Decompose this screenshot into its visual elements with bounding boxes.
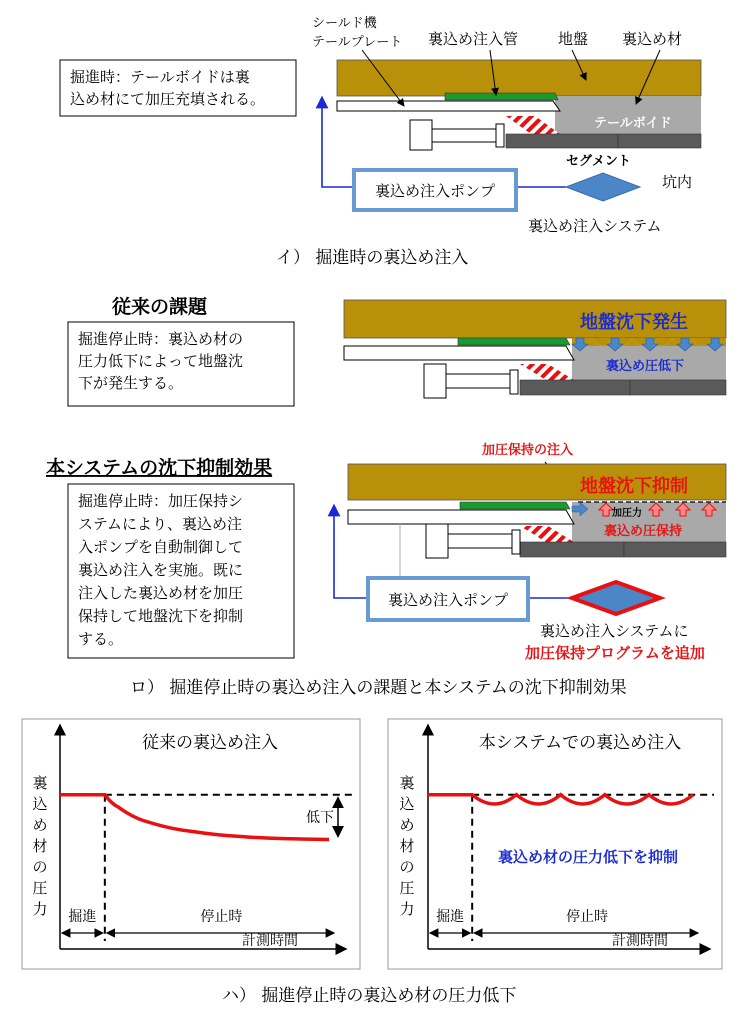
- note-i-line2: 込め材にて加圧充填される。: [70, 90, 266, 108]
- ground-layer: [337, 60, 701, 96]
- label-shield-2: テールプレート: [312, 35, 403, 50]
- tail-plate-2: [344, 346, 574, 360]
- panel-ha: [22, 719, 722, 1006]
- chart1-ylabel-char: 込: [32, 795, 48, 813]
- label-grout-material: 裏込め材: [622, 30, 683, 48]
- chart2-ylabel-char: 圧: [399, 879, 415, 897]
- label-grout-pipe: 裏込め注入管: [428, 30, 519, 48]
- chart1-ylabel-char: め: [32, 816, 48, 834]
- jack-head: [496, 124, 504, 147]
- pump-label-ro: 裏込め注入ポンプ: [387, 591, 509, 609]
- pressurization-label: 加圧力: [612, 508, 642, 519]
- chart2-ylabel-char: め: [399, 816, 415, 834]
- subsidence-suppressed-label: 地盤沈下抑制: [580, 476, 688, 497]
- caption-ro: ロ） 掘進停止時の裏込め注入の課題と本システムの沈下抑制効果: [130, 678, 627, 698]
- chart2-phase-label-stop: 停止時: [566, 909, 609, 925]
- note-i-line1: 掘進時：テールボイドは裏: [70, 68, 250, 86]
- jack-body: [410, 120, 432, 150]
- system-line2-label: 加圧保持プログラムを追加: [525, 644, 705, 662]
- panel-ro-system: [46, 442, 726, 698]
- grout-pipe-3: [460, 502, 570, 509]
- seal-hatch-2: [520, 364, 574, 380]
- system-note-3: 入ポンプを自動制御して: [78, 538, 244, 556]
- panel-i: [60, 15, 701, 268]
- system-note-4: 裏込め注入を実施。既に: [78, 561, 244, 579]
- system-note-2: ステムにより、裏込め注: [78, 515, 242, 533]
- system-note-6: 保持して地盤沈下を抑制: [78, 607, 244, 625]
- grout-pipe: [445, 93, 558, 100]
- chart1-ylabel-char: 圧: [32, 879, 48, 897]
- tail-plate-3: [348, 510, 574, 524]
- system-diamond-i: [566, 173, 640, 201]
- segment-3a: [520, 542, 624, 557]
- feed-line-i: [322, 102, 354, 187]
- segment-2: [618, 134, 701, 148]
- chart1-phase-label-stop: 停止時: [200, 909, 243, 925]
- caption-ha: ハ） 掘進停止時の裏込め材の圧力低下: [222, 986, 517, 1006]
- segment-3b: [624, 542, 726, 557]
- label-pit: 坑内: [662, 173, 693, 191]
- jack-body-3: [426, 524, 448, 558]
- chart1-ylabel-char: 力: [32, 900, 48, 918]
- chart1-ylabel-char: の: [32, 858, 48, 876]
- chart2-ylabel-char: 材: [399, 837, 415, 855]
- conventional-note-2: 圧力低下によって地盤沈: [78, 352, 244, 370]
- chart2-title: 本システムでの裏込め注入: [478, 733, 682, 753]
- jack-head-3: [512, 530, 520, 554]
- chart1-ylabel-char: 材: [32, 837, 48, 855]
- label-tail-void: テールボイド: [594, 116, 672, 131]
- pressurized-injection-label: 加圧保持の注入: [482, 443, 574, 458]
- panel-ro-conventional: [68, 295, 726, 406]
- system-line1-label: 裏込め注入システムに: [540, 622, 689, 640]
- pump-label-i: 裏込め注入ポンプ: [374, 182, 496, 200]
- chart1-drop-label: 低下: [306, 810, 334, 827]
- chart2-xlabel: 計測時間: [612, 933, 668, 949]
- chart1-xlabel: 計測時間: [242, 933, 298, 949]
- jack-rod: [432, 129, 496, 142]
- caption-i: イ） 掘進時の裏込め注入: [276, 248, 469, 268]
- chart2-ylabel-char: の: [399, 858, 415, 876]
- system-note-7: する。: [78, 630, 124, 648]
- chart2-ylabel-char: 込: [399, 795, 415, 813]
- chart-frame-1: [22, 719, 360, 969]
- label-ground: 地盤: [558, 30, 589, 48]
- grout-pipe-2: [458, 338, 570, 345]
- segment-1: [506, 134, 618, 148]
- chart2-annotation: 裏込め材の圧力低下を抑制: [498, 848, 679, 866]
- tail-plate: [337, 101, 560, 111]
- label-system-i: 裏込め注入システム: [528, 217, 662, 235]
- jack-body-2: [424, 364, 446, 398]
- pressure-drop-label: 裏込め圧低下: [606, 359, 685, 374]
- conventional-note-3: 下が発生する。: [78, 374, 184, 392]
- chart1-title: 従来の裏込め注入: [142, 733, 278, 753]
- chart1-ylabel-char: 裏: [32, 774, 48, 792]
- system-note-5: 注入した裏込め材を加圧: [78, 584, 244, 602]
- segment-2b: [630, 380, 726, 395]
- system-heading: 本システムの沈下抑制効果: [46, 457, 273, 479]
- conventional-heading: 従来の課題: [112, 296, 208, 318]
- chart2-phase-label-advance: 掘進: [436, 909, 465, 925]
- label-segment: セグメント: [566, 154, 631, 169]
- chart1-phase-label-advance: 掘進: [68, 909, 97, 925]
- seal-hatch-3: [520, 526, 574, 542]
- chart-frame-2: [388, 719, 722, 969]
- pressure-hold-label: 裏込め圧保持: [604, 524, 683, 539]
- system-diamond-ro: [572, 582, 660, 614]
- segment-2a: [520, 380, 630, 395]
- jack-head-2: [510, 370, 518, 394]
- label-shield-1: シールド機: [312, 16, 377, 31]
- conventional-note-1: 掘進停止時：裏込め材の: [78, 330, 244, 348]
- seal-hatch: [506, 116, 560, 134]
- jack-rod-2: [446, 374, 510, 388]
- subsidence-occurs-label: 地盤沈下発生: [580, 312, 688, 333]
- jack-rod-3: [448, 534, 512, 548]
- chart2-ylabel-char: 裏: [399, 774, 415, 792]
- system-note-1: 掘進停止時：加圧保持シ: [78, 492, 244, 510]
- chart2-ylabel-char: 力: [399, 900, 415, 918]
